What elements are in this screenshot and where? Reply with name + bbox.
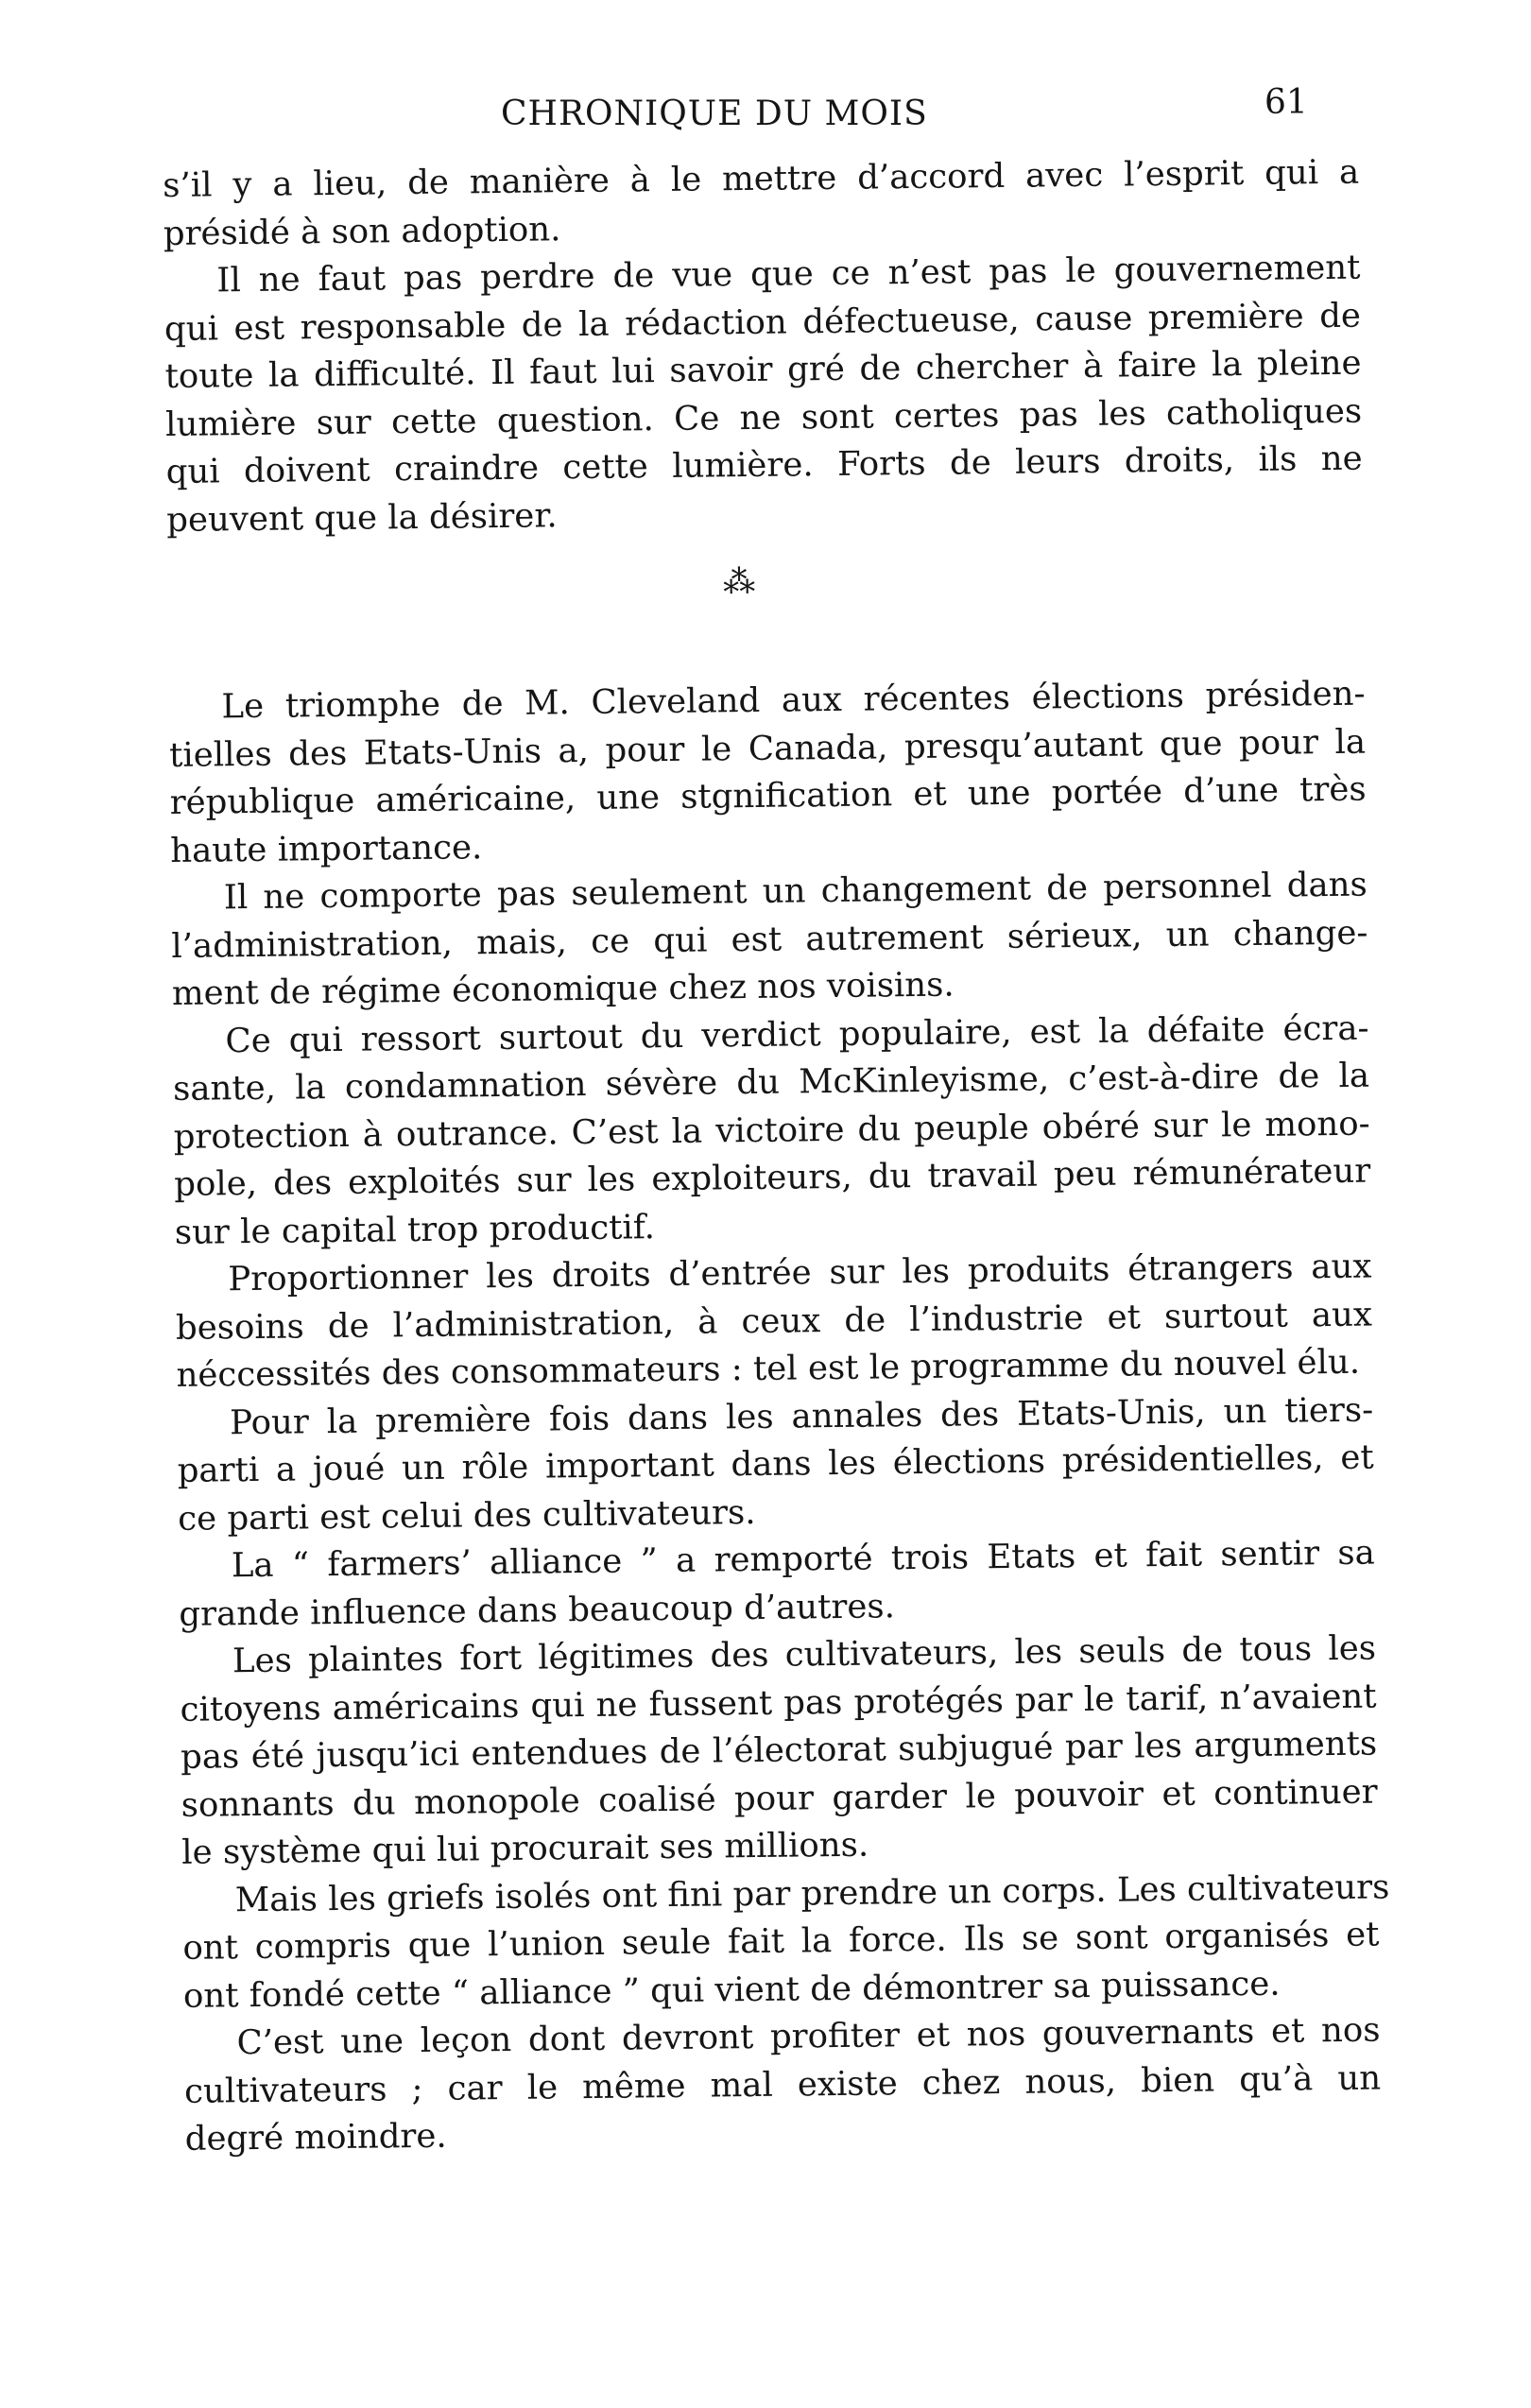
text-line: besoins de l’administration, à ceux de l’industrie et surtout aux bbox=[175, 1295, 1373, 1348]
text-line: La “ farmers’ alliance ” a remporté trois Etats et fait sentir sa bbox=[231, 1533, 1376, 1586]
page-number: 61 bbox=[1264, 83, 1308, 122]
text-line: C’est une leçon dont devront profiter et nos gouvernants et nos bbox=[236, 2010, 1381, 2063]
text-line: Pour la première fois dans les annales des Etats-Unis, un tiers- bbox=[229, 1390, 1374, 1442]
text-line: peuvent que la désirer. bbox=[166, 495, 558, 540]
text-line: degré moindre. bbox=[184, 2116, 447, 2159]
text-line: néccessités des consommateurs : tel est le programme du nouvel élu. bbox=[176, 1342, 1361, 1395]
section-separator bbox=[167, 531, 1366, 684]
text-line: présidé à son adoption. bbox=[163, 209, 561, 253]
text-line: ce parti est celui des cultivateurs. bbox=[178, 1492, 756, 1539]
text-line: Il ne faut pas perdre de vue que ce n’est pas le gouvernement bbox=[216, 248, 1361, 301]
section-election-commentary bbox=[168, 671, 1390, 2164]
text-line: Les plaintes fort légitimes des cultivateurs, les seuls de tous les bbox=[232, 1628, 1377, 1681]
text-line: s’il y a lieu, de manière à le mettre d’accord avec l’esprit qui a bbox=[163, 152, 1360, 205]
text-line: tielles des Etats-Unis a, pour le Canada, presqu’autant que pour la bbox=[168, 722, 1367, 775]
text-line: lumière sur cette question. Ce ne sont certes pas les catholiques bbox=[164, 391, 1363, 444]
asterism-icon: ⁂ bbox=[722, 562, 756, 602]
text-line: Proportionner les droits d’entrée sur les produits étrangers aux bbox=[228, 1247, 1372, 1299]
text-line: qui est responsable de la rédaction défectueuse, cause première de bbox=[163, 296, 1362, 349]
section-closing-paragraphs bbox=[163, 149, 1364, 544]
text-line: ment de régime économique chez nos voisins. bbox=[171, 965, 955, 1013]
text-line: protection à outrance. C’est la victoire du peuple obéré sur le mono- bbox=[173, 1104, 1370, 1157]
text-line: ont compris que l’union seule fait la force. Ils se sont organisés et bbox=[182, 1915, 1380, 1968]
text-line: sonnants du monopole coalisé pour garder le pouvoir et continuer bbox=[181, 1772, 1378, 1825]
text-line: l’administration, mais, ce qui est autrement sérieux, un change- bbox=[171, 913, 1368, 966]
text-line: pole, des exploités sur les exploiteurs, du travail peu rémunérateur bbox=[174, 1151, 1371, 1204]
text-line: cultivateurs ; car le même mal existe chez nous, bien qu’à un bbox=[183, 2058, 1382, 2111]
text-line: sante, la condamnation sévère du McKinleyisme, c’est-à-dire de la bbox=[172, 1056, 1370, 1109]
text-line: Mais les griefs isolés ont fini par prendre un corps. Les cultivateurs bbox=[234, 1866, 1390, 1919]
text-line: le système qui lui procurait ses millions. bbox=[181, 1825, 869, 1872]
text-line: parti a joué un rôle important dans les élections présidentielles, et bbox=[177, 1437, 1374, 1490]
text-line: citoyens américains qui ne fussent pas protégés par le tarif, n’avaient bbox=[180, 1677, 1377, 1729]
text-line: qui doivent craindre cette lumière. Forts de leurs droits, ils ne bbox=[165, 439, 1363, 491]
text-line: Ce qui ressort surtout du verdict populaire, est la défaite écra- bbox=[225, 1008, 1369, 1060]
page-header bbox=[0, 83, 1531, 140]
text-line: république américaine, une stgnification et une portée d’une très bbox=[169, 769, 1367, 822]
text-line: toute la difficulté. Il faut lui savoir gré de chercher à faire la pleine bbox=[164, 343, 1362, 396]
text-line: grande influence dans beaucoup d’autres. bbox=[179, 1586, 896, 1634]
text-line: haute importance. bbox=[170, 827, 483, 870]
text-line: ont fondé cette “ alliance ” qui vient de démontrer sa puissance. bbox=[182, 1964, 1281, 2016]
running-title: CHRONIQUE DU MOIS bbox=[501, 95, 928, 133]
text-line: Le triomphe de M. Cleveland aux récentes élections présiden- bbox=[221, 674, 1366, 727]
text-line: pas été jusqu’ici entendues de l’électorat subjugué par les arguments bbox=[180, 1724, 1378, 1777]
page-body bbox=[163, 149, 1390, 2164]
text-line: sur le capital trop productif. bbox=[174, 1207, 656, 1252]
text-line: Il ne comporte pas seulement un changement de personnel dans bbox=[223, 865, 1368, 918]
